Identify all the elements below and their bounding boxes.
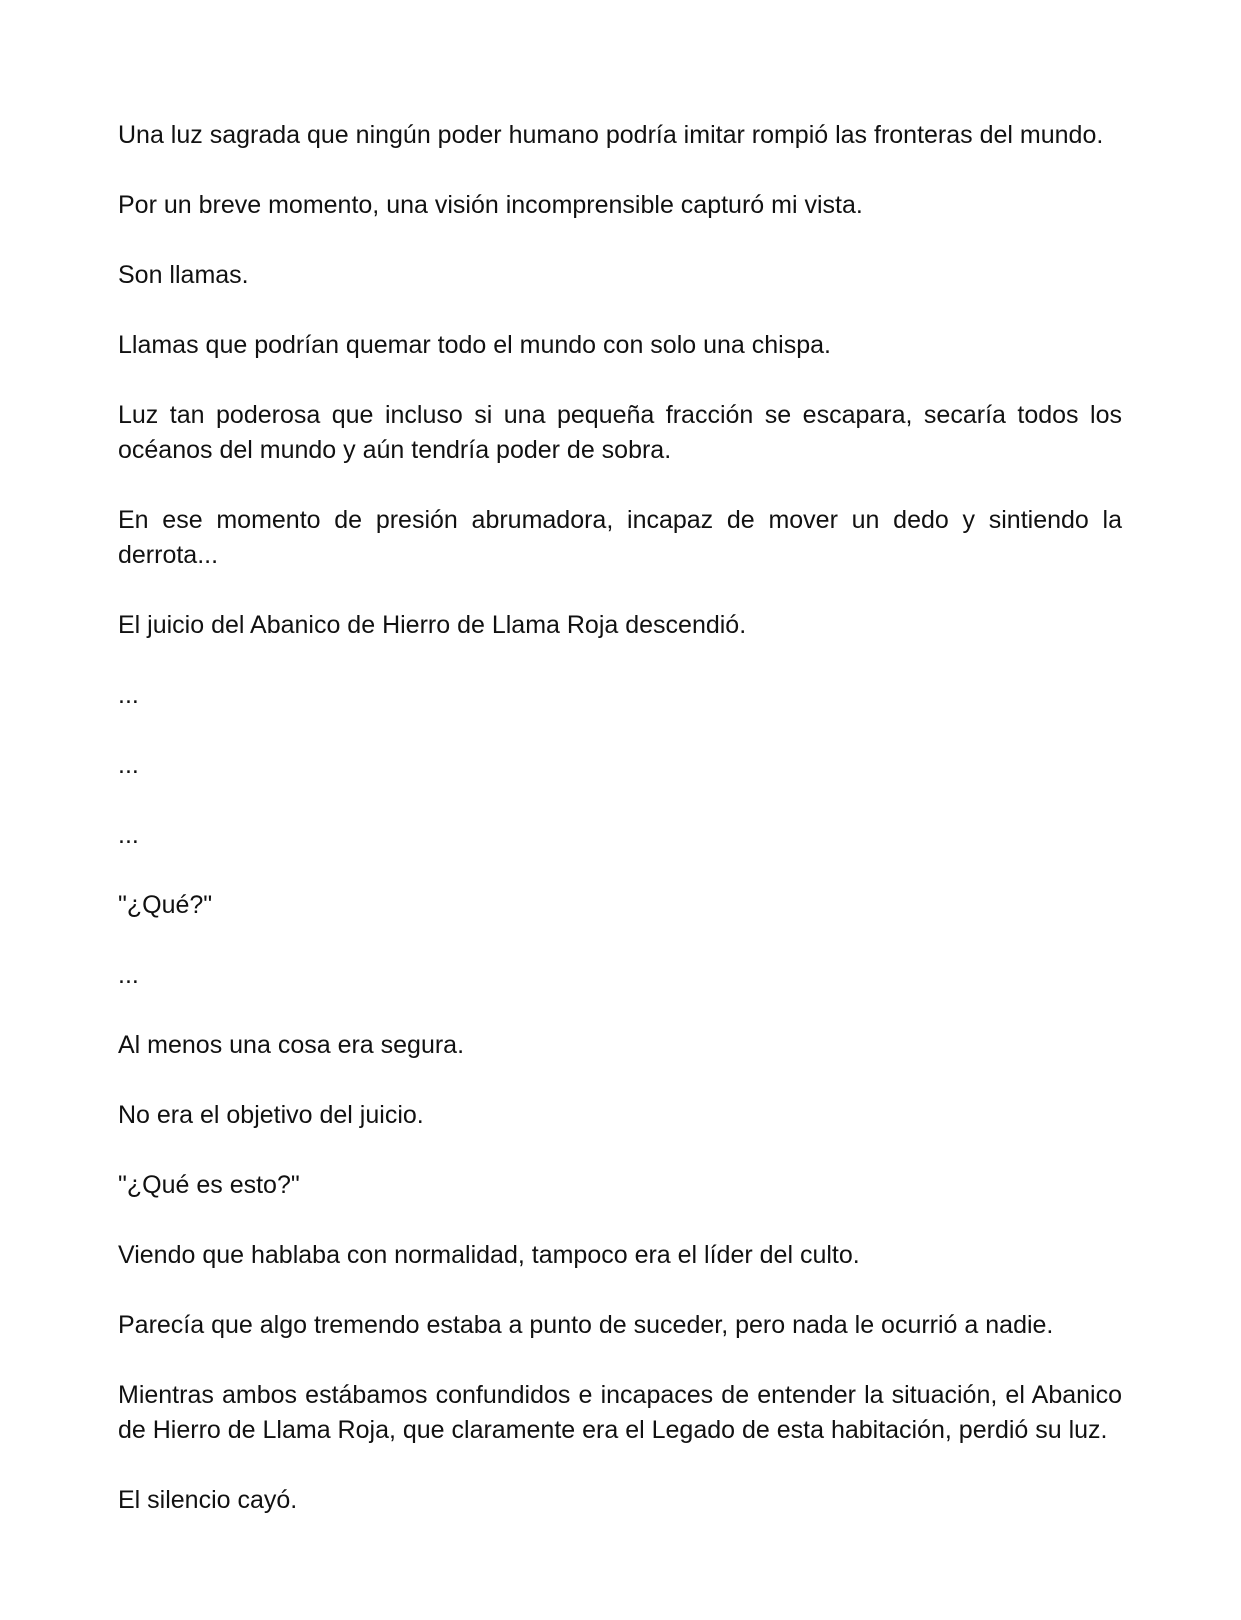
paragraph: Son llamas. xyxy=(118,261,249,289)
dialogue-paragraph: "¿Qué?" xyxy=(118,891,213,919)
paragraph: Mientras ambos estábamos confundidos e incapaces de entender la situación, el Abanico de Hierro de Llama Roja, que claramente era el Legado de esta habitación, perdió su luz. xyxy=(118,1381,1122,1444)
ellipsis-paragraph: ... xyxy=(118,821,139,849)
paragraph: Viendo que hablaba con normalidad, tampoco era el líder del culto. xyxy=(118,1241,860,1269)
paragraph: Por un breve momento, una visión incomprensible capturó mi vista. xyxy=(118,191,863,219)
paragraph: El silencio cayó. xyxy=(118,1486,298,1514)
paragraph: El juicio del Abanico de Hierro de Llama Roja descendió. xyxy=(118,611,747,639)
paragraph: En ese momento de presión abrumadora, incapaz de mover un dedo y sintiendo la derrota... xyxy=(118,506,1122,569)
dialogue-paragraph: "¿Qué es esto?" xyxy=(118,1171,300,1199)
paragraph: Parecía que algo tremendo estaba a punto de suceder, pero nada le ocurrió a nadie. xyxy=(118,1311,1054,1339)
body-text xyxy=(118,118,1122,1553)
paragraph: Luz tan poderosa que incluso si una pequeña fracción se escapara, secaría todos los océanos del mundo y aún tendría poder de sobra. xyxy=(118,401,1122,464)
paragraph: Llamas que podrían quemar todo el mundo con solo una chispa. xyxy=(118,331,831,359)
paragraph: Al menos una cosa era segura. xyxy=(118,1031,465,1059)
paragraph: Una luz sagrada que ningún poder humano podría imitar rompió las fronteras del mundo. xyxy=(118,121,1104,149)
ellipsis-paragraph: ... xyxy=(118,681,139,709)
ellipsis-paragraph: ... xyxy=(118,751,139,779)
ellipsis-paragraph: ... xyxy=(118,961,139,989)
paragraph: No era el objetivo del juicio. xyxy=(118,1101,424,1129)
